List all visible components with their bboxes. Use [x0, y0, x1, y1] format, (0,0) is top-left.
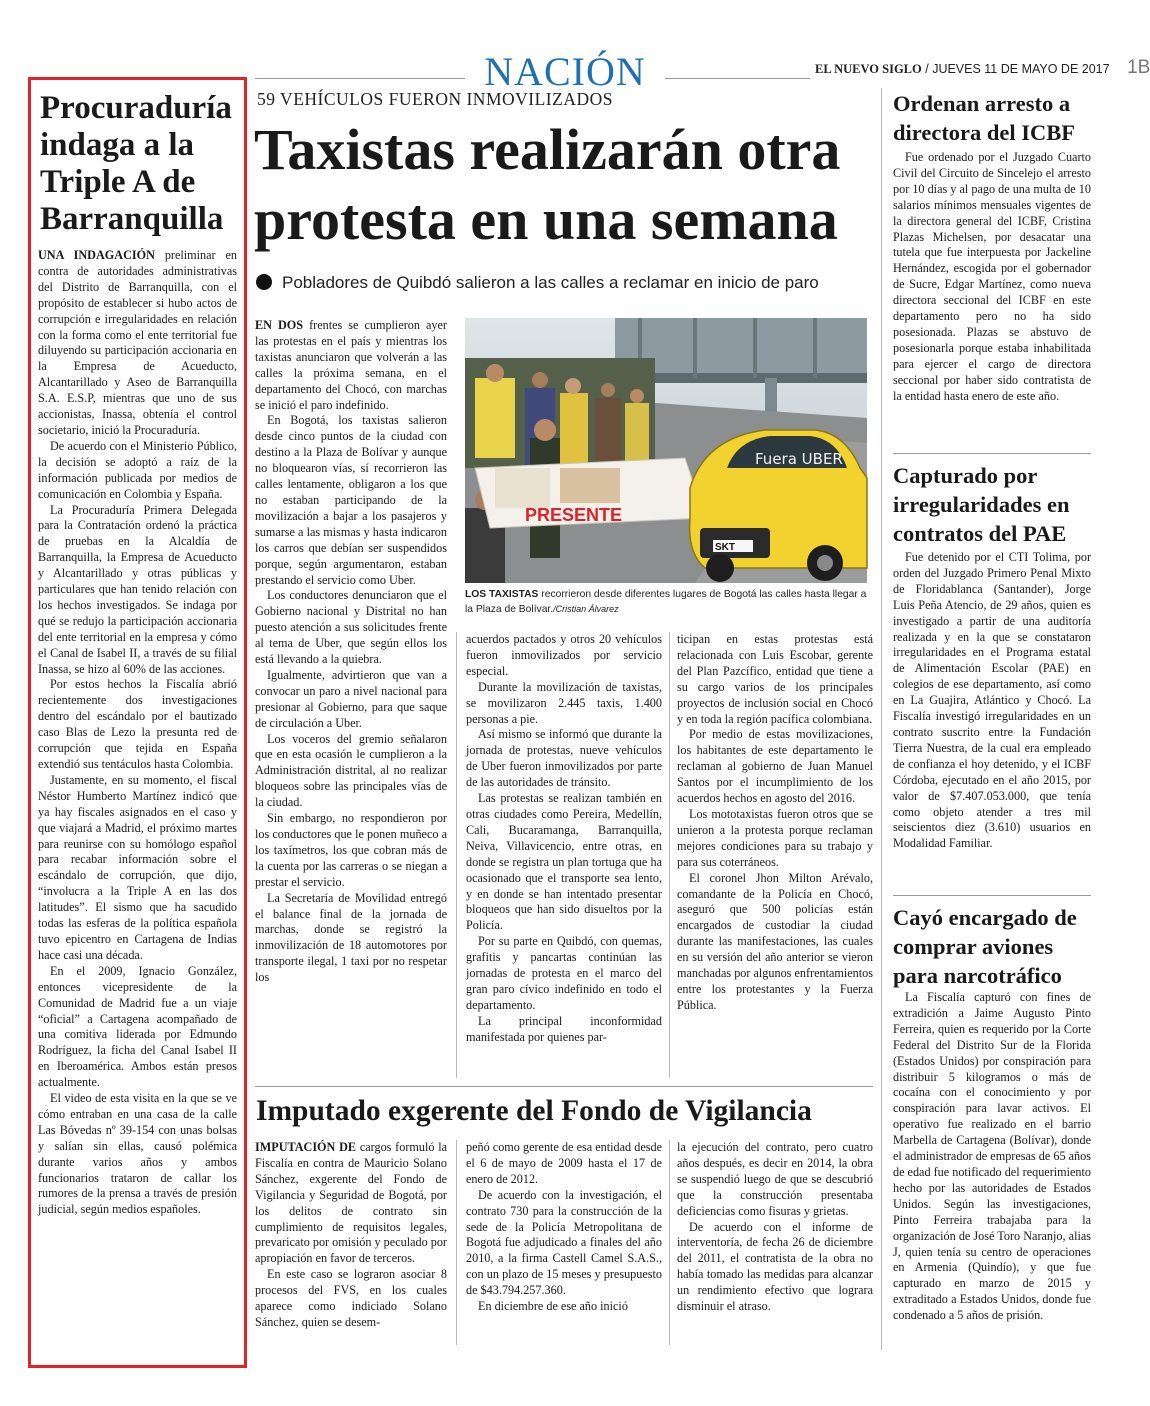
paragraph: EN DOS frentes se cumplieron ayer las protestas en el país y mientras los taxistas anunciaron que volverán a las calles la próxima semana, en el departamento del Chocó, con marchas se inició el paro indefinido. — [255, 318, 447, 412]
second-headline: Imputado exgerente del Fondo de Vigilancia — [256, 1095, 812, 1127]
paragraph: la ejecución del contrato, pero cuatro años después, es decir en 2014, la obra se suspendió luego de que se descubrió que la construcción presentaba deficiencias como fisuras y grietas. — [677, 1140, 873, 1218]
paragraph: Los conductores denunciaron que el Gobierno nacional y Distrital no han puesto atención a sus solicitudes frente al tema de Uber, que según ellos los está llevando a la quiebra. — [255, 588, 447, 667]
sidebar-story-body — [893, 550, 1091, 890]
paragraph: ticipan en estas protestas está relacionada con Luis Escobar, gerente del Plan Pazcífico, entidad que tiene a su cargo varios de los principales proyectos de inclusión social en Chocó y en toda la región pacífica colombiana. — [677, 632, 873, 726]
lead-in: EN DOS — [255, 318, 304, 332]
taxi-plate: SKT — [715, 542, 735, 553]
paragraph: Igualmente, advirtieron que van a convocar un paro a nivel nacional para presionar al Gobierno, para que saque de circulación a Uber. — [255, 667, 447, 730]
paragraph: La principal inconformidad manifestada por quienes par- — [466, 1013, 662, 1044]
deck-text: Pobladores de Quibdó salieron a las calles a reclamar en inicio de paro — [282, 273, 819, 292]
paragraph: En Bogotá, los taxistas salieron desde cinco puntos de la ciudad con destino a la Plaza de Bolívar y aunque no bloquearon vías, sí recorrieron las calles lentamente, obligaron a los que no estaban participando de la movilización a bajar a los pasajeros y sumarse a las mismas y hasta indicaron los carros que debían ser suspendidos porque, según argumentaron, estaban prestando el servicio como Uber. — [255, 413, 447, 587]
paragraph: Fue ordenado por el Juzgado Cuarto Civil del Circuito de Sincelejo el arresto por 10 días y al pago de una multa de 10 salarios mínimos mensuales vigentes de la directora general del ICBF, Cristina Plazas Michelsen, por desacatar una tutela que fue interpuesta por Jackeline Hernández, escogida por el gobernador de Sucre, Edgar Martínez, como nueva directora seccional del ICBF en este departamento pero no ha sido posesionada. Plazas se abstuvo de posesionarla porque estaba inhabilitada para ejercer el cargo de directora seccional por haber sido contratista de la entidad hasta enero de este año. — [893, 150, 1091, 403]
paragraph: En el 2009, Ignacio González, entonces vicepresidente de la Comunidad de Madrid fue a un viaje “oficial” a Cartagena acompañado de una comitiva liderada por Edmundo Rodríguez, la ficha del Canal Isabel II en Iberoamérica. Ambos están presos actualmente. — [38, 963, 237, 1090]
paragraph: De acuerdo con la investigación, el contrato 730 para la construcción de la sede de la Policía Metropolitana de Bogotá fue adjudicado a finales del año 2010, a la firma Castell Camel S.A.S., con un plazo de 15 meses y presupuesto de $43.794.257.360. — [466, 1187, 662, 1298]
main-headline: Taxistas realizarán otra protesta en una semana — [254, 117, 841, 252]
sidebar-story-body — [893, 990, 1091, 1355]
header-rule-left — [255, 78, 465, 79]
column-rule — [456, 1140, 457, 1345]
header-rule-right — [665, 78, 810, 79]
second-story-column-2 — [466, 1140, 662, 1350]
story-divider — [893, 453, 1091, 454]
main-story-column-2 — [466, 632, 662, 1078]
sidebar-story-title: Cayó encargado de comprar aviones para narcotráfico — [893, 905, 1077, 988]
masthead-separator: / — [925, 62, 929, 76]
paragraph: UNA INDAGACIÓN preliminar en contra de autoridades administrativas del Distrito de Barranquilla, con el propósito de establecer si hubo actos de corrupción e irregularidades en relación con la forma como el ente territorial fue diluyendo su participación accionaria en la Empresa de Acueducto, Alcantarillado y Aseo de Barranquilla S.A. E.S.P, mientras que uno de sus accionistas, Inassa, obtenía el control societario, inició la Procuraduría. — [38, 248, 237, 437]
paragraph: Justamente, en su momento, el fiscal Néstor Humberto Martínez indicó que ya hay fiscales asignados en el caso y que viajará a Madrid, el próximo martes para reunirse con su homólogo español para recabar información sobre el escándalo de corrupción, que dijo, “involucra a la Triple A en las dos latitudes”. El sismo que ha sacudido todas las esferas de la política española tuvo epicentro en Cartagena de Indias hace casi una década. — [38, 772, 237, 962]
paragraph: De acuerdo con el informe de interventoría, de fecha 26 de diciembre del 2011, el contratista de la obra no había tomado las medidas para alcanzar un rendimiento efectivo que lograra disminuir el atraso. — [677, 1219, 873, 1314]
paragraph: Durante la movilización de taxistas, se movilizaron 2.445 taxis, 1.400 personas a pie. — [466, 679, 662, 726]
kicker: 59 VEHÍCULOS FUERON INMOVILIZADOS — [257, 89, 613, 109]
sidebar-story-body — [893, 150, 1091, 446]
issue-date: JUEVES 11 DE MAYO DE 2017 — [932, 62, 1110, 76]
masthead — [815, 57, 1150, 79]
lead-in: UNA INDAGACIÓN — [38, 248, 155, 262]
paragraph: La Procuraduría Primera Delegada para la Contratación ordenó la práctica de pruebas en la Alcaldía de Barranquilla, la Empresa de Acueducto y Alcantarillado y otras públicas y particulares que han tenido relación con los hechos investigados. Se indaga por qué se redujo la participación accionaria del ente territorial en la empresa y cómo el Canal de Isabel II, a través de su filial Inassa, se hizo al 60% de las acciones. — [38, 502, 237, 676]
paragraph: Los mototaxistas fueron otros que se unieron a la protesta porque reclaman mejores condiciones para su trabajo y para sus coterráneos. — [677, 806, 873, 869]
sidebar-story-title: Capturado por irregularidades en contratos del PAE — [893, 463, 1070, 546]
paper-name: EL NUEVO SIGLO — [815, 62, 922, 76]
paragraph: La Fiscalía capturó con fines de extradición a Jaime Augusto Pinto Ferreira, quien es requerido por la Corte Federal del Distrito Sur de la Florida (Estados Unidos) por conspiración para distribuir 5 kilogramos o más de cocaína con el conocimiento y por conspiración para lavar activos. El operativo fue realizado en el barrio Marbella de Cartagena (Bolívar), donde el administrador de empresas de 65 años de edad fue notificado del requerimiento hecho por las autoridades de Estados Unidos. Según las investigaciones, Pinto Ferreira trabajaba para la organización de José Toro Naranjo, alias J, quien tenía su centro de operaciones en Armenia (Quindío), y que fue capturado en marzo de 2015 y extraditado a Estados Unidos, donde fue condenado a 5 años de prisión. — [893, 990, 1091, 1323]
paragraph: Sin embargo, no respondieron por los conductores que le ponen muñeco a los taxímetros, los que cobran más de la cuenta por las carreras o se niegan a prestar el servicio. — [255, 811, 447, 889]
deck — [256, 273, 819, 293]
sidebar-rule — [881, 88, 882, 1350]
caption-text: recorrieron desde diferentes lugares de Bogotá las calles hasta llegar a la Plaza de Bolívar. — [465, 589, 867, 615]
story-divider — [255, 1086, 873, 1087]
left-story-body — [38, 248, 237, 1343]
banner-text: PRESENTE — [525, 505, 623, 525]
paragraph: En este caso se lograron asociar 8 procesos del FVS, en los cuales aparece como indiciado Solano Sánchez, quien se desem- — [255, 1267, 447, 1329]
left-story-title: Procuraduría indaga a la Triple A de Barranquilla — [40, 90, 232, 237]
paragraph: La Secretaría de Movilidad entregó el balance final de la jornada de marchas, donde se registró la inmovilización de 18 automotores por transporte ilegal, 1 taxi por no respetar los — [255, 890, 447, 985]
protest-photo — [465, 318, 867, 583]
column-rule — [669, 1140, 670, 1345]
bullet-icon — [256, 274, 272, 290]
paragraph: El video de esta visita en la que se ve cómo entraban en una casa de la calle Las Bóvedas nº 39-154 con unas bolsas y salían sin ellas, causó polémica durante varios años y ambos funcionarios trataron de callar los rumores de la prensa a través de presión judicial, según medios españoles. — [38, 1091, 237, 1217]
paragraph: Fue detenido por el CTI Tolima, por orden del Juzgado Primero Penal Mixto de Floridablanca (Santander), Jorge Luis Peña Atencio, de 29 años, quien es investigado a partir de una auditoría realizada y en la que se constataron irregularidades en el Programa estatal de Alimentación Escolar (PAE) en colegios de ese departamento, así como en La Guajira, Atlántico y Chocó. La Fiscalía investigó irregularidades en un contrato suscrito entre la Fundación Tierra Nuestra, de la cual era empleado de confianza el hoy detenido, y el ICBF Córdoba, ejecutado en el año 2015, por valor de $7.407.053.000, que tenía como objeto atender a tres mil seiscientos diez (3.610) usuarios en Modalidad Familiar. — [893, 550, 1091, 851]
main-story-column-1 — [255, 318, 447, 1078]
paragraph: Así mismo se informó que durante la jornada de protestas, nueve vehículos de Uber fueron inmovilizados por parte de las autoridades de tránsito. — [466, 727, 662, 790]
paragraph: En diciembre de ese año inició — [478, 1299, 628, 1314]
paragraph: De acuerdo con el Ministerio Público, la decisión se adoptó a raíz de la información publicada por medios de comunicación en Colombia y España. — [38, 438, 237, 501]
paragraph: Por estos hechos la Fiscalía abrió recientemente dos investigaciones dentro del escándalo por el bautizado caso Blas de Lezo la presunta red de corrupción que tejida en España extendió sus tentáculos hasta Colombia. — [38, 677, 237, 771]
photo-caption — [465, 588, 867, 617]
photo-credit: /Cristian Álvarez — [553, 604, 619, 614]
page-number: 1B — [1127, 57, 1150, 78]
paragraph: IMPUTACIÓN DE cargos formuló la Fiscalía en contra de Mauricio Solano Sánchez, exgerente del Fondo de Vigilancia y Seguridad de Bogotá, por los delitos de contrato sin cumplimiento de requisitos legales, prevaricato por omisión y peculado por apropiación en favor de terceros. — [255, 1140, 447, 1266]
car-window-text: Fuera UBER — [755, 450, 843, 468]
main-story-column-3 — [677, 632, 873, 1078]
paragraph: Por medio de estas movilizaciones, los habitantes de este departamento le reclaman al gobierno de Juan Manuel Santos por el incumplimiento de los acuerdos hechos en agosto del 2016. — [677, 727, 873, 806]
column-rule — [456, 632, 457, 1078]
protest-photo-illustration — [465, 318, 867, 583]
second-story-column-1 — [255, 1140, 447, 1350]
section-title: NACIÓN — [484, 49, 646, 94]
caption-lead: LOS TAXISTAS — [465, 589, 539, 600]
paragraph: El coronel Jhon Milton Arévalo, comandante de la Policía en Chocó, aseguró que 500 policías están encargados de custodiar la ciudad durante las manifestaciones, las cuales en su versión del año anterior se vieron manchadas por algunos enfrentamientos entre los protestantes y la Fuerza Pública. — [677, 870, 873, 1012]
second-story-column-3 — [677, 1140, 873, 1350]
paragraph: Por su parte en Quibdó, con quemas, grafitis y pancartas continúan las jornadas de protesta en el marco del gran paro cívico indefinido en todo el departamento. — [466, 934, 662, 1012]
paragraph: Los voceros del gremio señalaron que en esta ocasión le cumplieron a la Administración distrital, al no realizar bloqueos sobre las principales vías de la ciudad. — [255, 731, 447, 810]
paragraph: acuerdos pactados y otros 20 vehículos fueron inmovilizados por servicio especial. — [466, 632, 662, 678]
column-rule — [669, 632, 670, 1078]
sidebar-story-title: Ordenan arresto a directora del ICBF — [893, 91, 1076, 145]
story-divider — [893, 895, 1091, 896]
lead-in: IMPUTACIÓN DE — [255, 1140, 357, 1154]
paragraph: peñó como gerente de esa entidad desde el 6 de mayo de 2009 hasta el 17 de enero de 2012. — [466, 1140, 662, 1186]
paragraph: Las protestas se realizan también en otras ciudades como Pereira, Medellín, Cali, Bucaramanga, Barranquilla, Neiva, Villavicencio, entre otras, en donde se registra un plan tortuga que ha ocasionado que el transporte sea lento, y en donde se han intentado presentar bloqueos que han sido disueltos por la Policía. — [466, 791, 662, 933]
